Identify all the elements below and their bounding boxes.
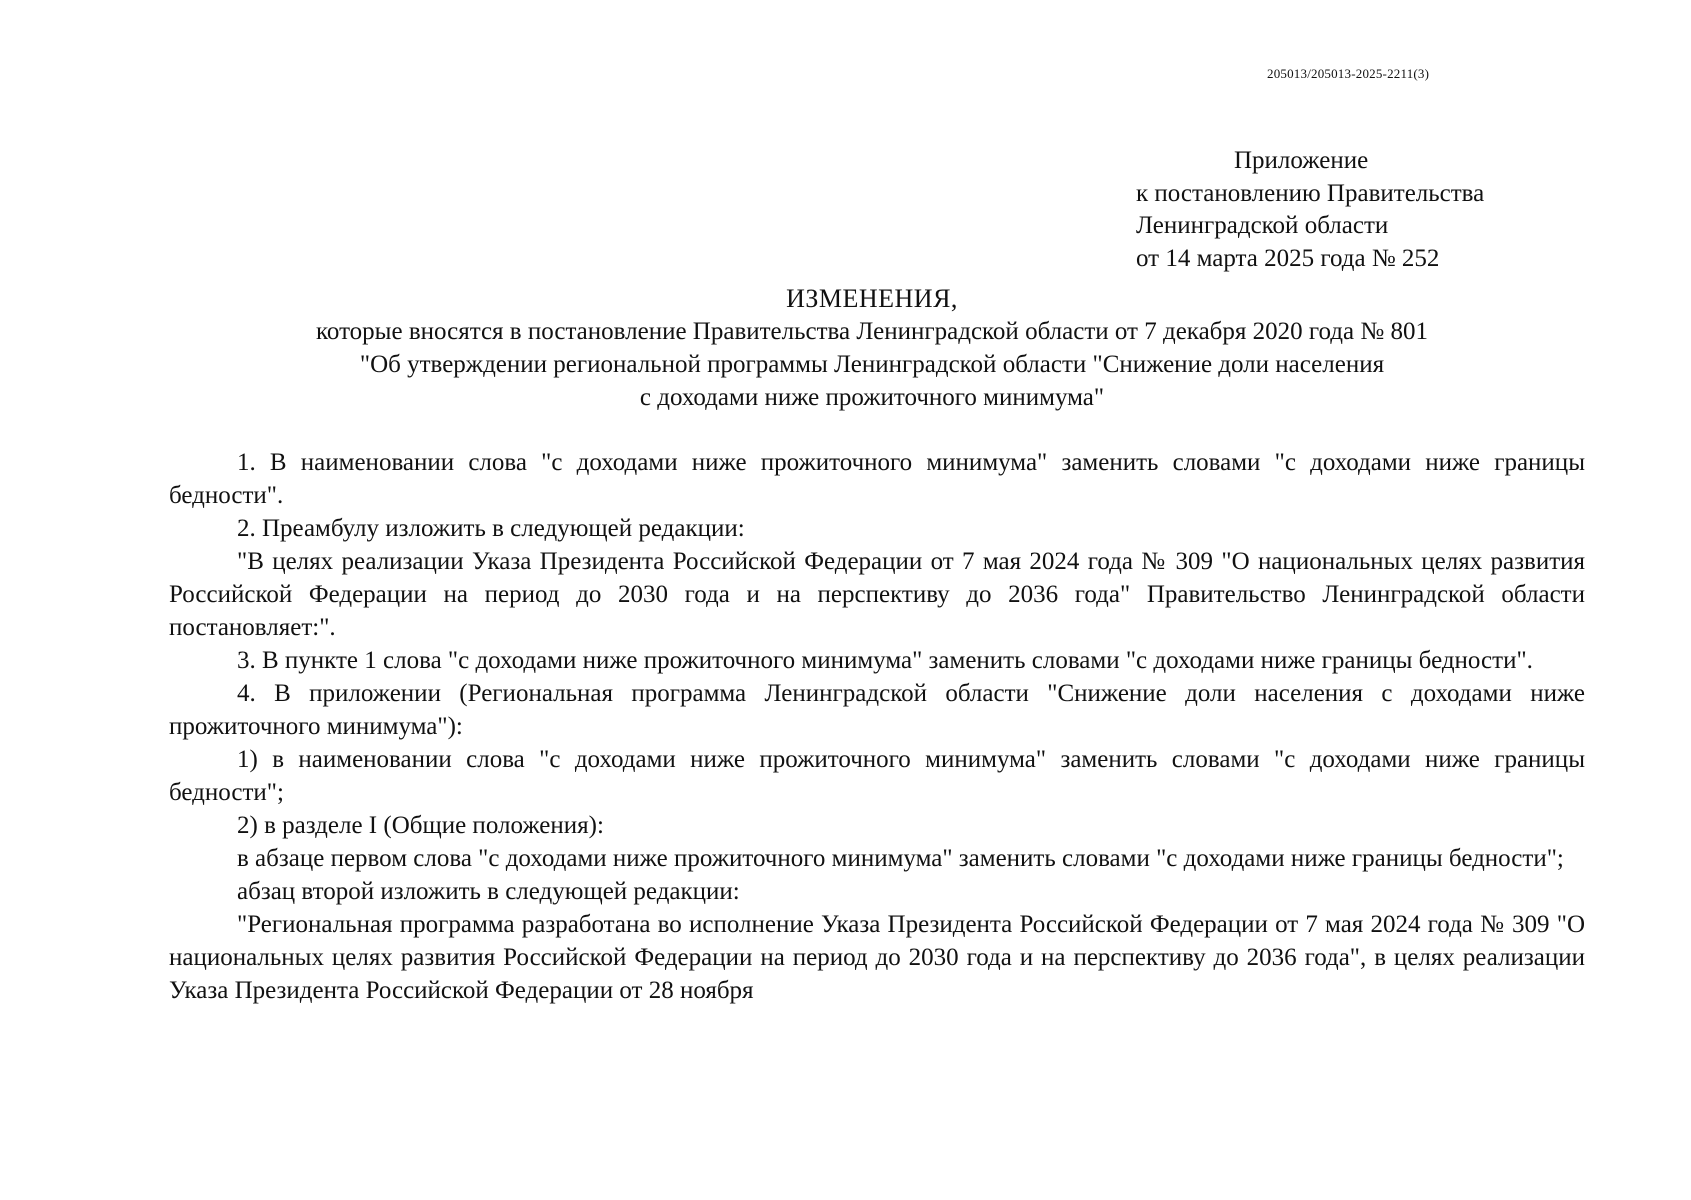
subheading-line-1: которые вносятся в постановление Правительства Ленинградской области от 7 декабря 2020 года № 801: [316, 318, 1428, 345]
paragraph: 2) в разделе I (Общие положения):: [237, 812, 604, 839]
paragraph: 1) в наименовании слова "с доходами ниже прожиточного минимума" заменить словами "с доходами ниже границы бедности";: [169, 746, 1585, 806]
paragraph: 4. В приложении (Региональная программа Ленинградской области "Снижение доли населения с доходами ниже прожиточного минимума"):: [169, 680, 1585, 740]
subheading-line-2: "Об утверждении региональной программы Ленинградской области "Снижение доли населения: [359, 351, 1385, 378]
appendix-title: Приложение: [1234, 147, 1369, 174]
paragraph: "Региональная программа разработана во исполнение Указа Президента Российской Федерации от 7 мая 2024 года № 309 "О национальных целях развития Российской Федерации на период до 2030 года и на перспективу до 2036 года", в целях реализации Указа Президента Российской Федерации от 28 ноября: [169, 911, 1585, 1004]
appendix-line-3: Ленинградской области: [1136, 212, 1389, 239]
paragraph: в абзаце первом слова "с доходами ниже прожиточного минимума" заменить словами "с доходами ниже границы бедности";: [237, 845, 1564, 872]
document-heading: ИЗМЕНЕНИЯ,: [786, 284, 958, 313]
subheading-line-3: с доходами ниже прожиточного минимума": [639, 384, 1105, 411]
appendix-block: [1136, 145, 1596, 275]
paragraph: 2. Преамбулу изложить в следующей редакции:: [237, 515, 745, 542]
paragraph: абзац второй изложить в следующей редакции:: [237, 878, 740, 905]
document-id: 205013/205013-2025-2211(3): [1267, 66, 1430, 81]
paragraph: "В целях реализации Указа Президента Российской Федерации от 7 мая 2024 года № 309 "О национальных целях развития Российской Федерации на период до 2030 года и на перспективу до 2036 года" Правительство Ленинградской области постановляет:".: [169, 548, 1585, 641]
paragraph: 1. В наименовании слова "с доходами ниже прожиточного минимума" заменить словами "с доходами ниже границы бедности".: [169, 449, 1585, 509]
document-header: [160, 282, 1584, 414]
appendix-line-2: к постановлению Правительства: [1136, 179, 1485, 207]
appendix-date-number: от 14 марта 2025 года № 252: [1136, 244, 1440, 272]
document-body: [169, 446, 1585, 1007]
paragraph: 3. В пункте 1 слова "с доходами ниже прожиточного минимума" заменить словами "с доходами ниже границы бедности".: [237, 647, 1533, 674]
